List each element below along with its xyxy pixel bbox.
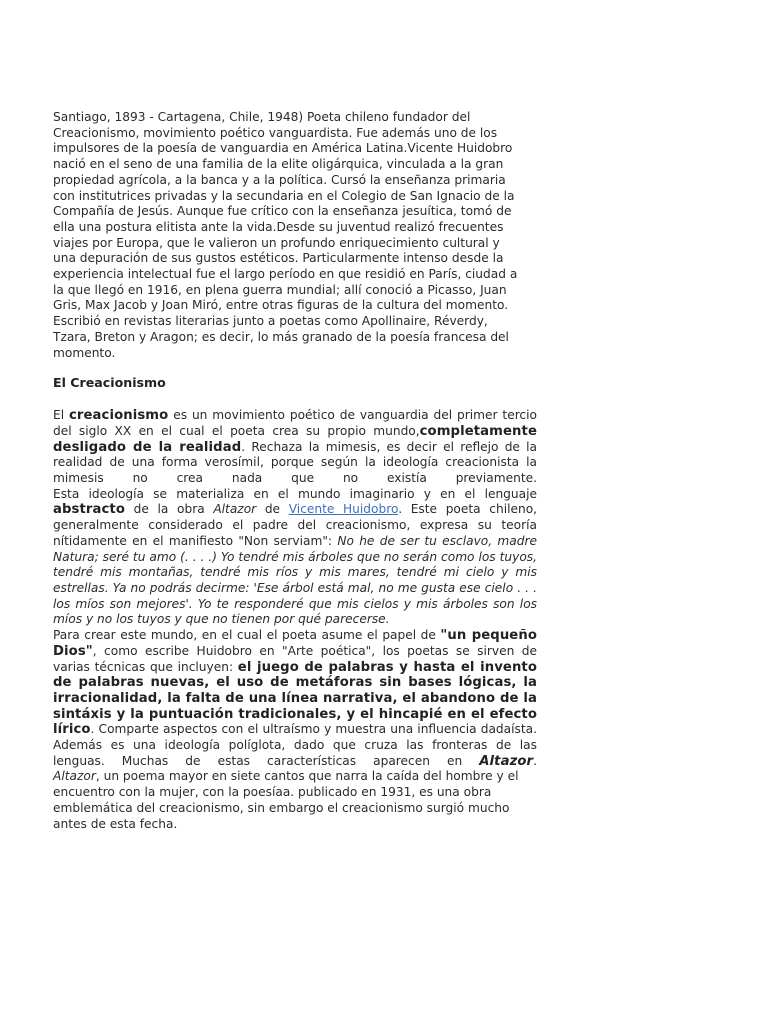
emphasis-pequeno-dios: "un pequeño Dios" bbox=[53, 628, 538, 659]
document-page bbox=[53, 110, 537, 832]
term-creacionismo: creacionismo bbox=[68, 408, 169, 424]
intro-line: Gris, Max Jacob y Joan Miró, entre otras figuras de la cultura del momento. bbox=[53, 298, 509, 313]
intro-line: la que llegó en 1916, en plena guerra mundial; allí conoció a Picasso, Juan bbox=[53, 282, 507, 297]
intro-line: Escribió en revistas literarias junto a poetas como Apollinaire, Réverdy, bbox=[53, 314, 488, 329]
emphasis-desligado: completamente desligado de la realidad bbox=[53, 423, 537, 455]
text-run: de la obra bbox=[124, 502, 214, 517]
manifesto-quote: No he de ser tu esclavo, madre Natura; seré tu amo (. . . .) Yo tendré mis árboles que no serán como los tuyos, tendré mis montañas, tendré mis ríos y mis mares, tendré mi cielo y mis estrellas. Ya no podrás decirme: 'Ese árbol está mal, no me gusta ese cielo . . . los míos son mejores'. Yo te responderé que mis cielos y mis árboles son los míos y no los tuyos y que no tienen por qué parecerse. bbox=[53, 533, 537, 627]
intro-line: nació en el seno de una familia de la elite oligárquica, vinculada a la gran bbox=[53, 157, 504, 172]
text-run: Esta ideología se materializa en el mundo imaginario y en el lenguaje bbox=[53, 486, 537, 501]
intro-line: Santiago, 1893 - Cartagena, Chile, 1948) Poeta chileno fundador del bbox=[53, 110, 471, 124]
techniques-list: el juego de palabras y hasta el invento de palabras nuevas, el uso de metáforas sin bases lógicas, la irracionalidad, la falta de una línea narrativa, el abandono de la sintáxis y la puntuación tradicionales, y el hincapié en el efecto lírico bbox=[53, 659, 537, 738]
intro-line: experiencia intelectual fue el largo período en que residió en París, ciudad a bbox=[53, 267, 518, 282]
intro-line: momento. bbox=[53, 345, 116, 360]
text-run: , como escribe Huidobro en "Arte poética", los poetas se sirven de varias técnicas que incluyen: bbox=[53, 643, 537, 674]
intro-line: con institutrices privadas y la secundaria en el Colegio de San Ignacio de la bbox=[53, 188, 515, 203]
work-title: Altazor bbox=[479, 753, 534, 769]
section-heading: El Creacionismo bbox=[53, 375, 166, 391]
intro-line: propiedad agrícola, a la banca y a la política. Cursó la enseñanza primaria bbox=[53, 172, 506, 187]
text-run: es un movimiento poético de vanguardia del primer tercio del siglo XX en el cual el poeta crea su propio mundo, bbox=[53, 408, 537, 438]
text-run: . bbox=[533, 753, 537, 768]
text-run: , un poema mayor en siete cantos que narra la caída del hombre y el encuentro con la mujer, con la poesíaa. bbox=[53, 769, 519, 800]
intro-line: una depuración de sus gustos estéticos. Particularmente intenso desde la bbox=[53, 251, 504, 266]
intro-line: ella una postura elitista ante la vida.Desde su juventud realizó frecuentes bbox=[53, 219, 504, 234]
intro-line: Creacionismo, movimiento poético vanguardista. Fue además uno de los bbox=[53, 125, 498, 140]
paragraph-techniques bbox=[53, 628, 537, 769]
work-title: Altazor bbox=[53, 769, 96, 784]
paragraph-altazor bbox=[53, 487, 537, 628]
intro-line: viajes por Europa, que le valieron un profundo enriquecimiento cultural y bbox=[53, 235, 500, 250]
text-run: . Comparte aspectos con el ultraísmo y muestra una influencia dadaísta. Además es una ideología políglota, dado que cruza las fronteras de las lenguas. Muchas de estas características aparecen en bbox=[53, 722, 537, 768]
term-abstracto: abstracto bbox=[53, 502, 125, 518]
vicente-huidobro-link[interactable]: Vicente Huidobro bbox=[288, 502, 399, 517]
article-body bbox=[53, 408, 537, 832]
paragraph-definition bbox=[53, 408, 537, 487]
intro-line: Compañía de Jesús. Aunque fue crítico con la enseñanza jesuítica, tomó de bbox=[53, 204, 512, 219]
intro-line: Tzara, Breton y Aragon; es decir, lo más granado de la poesía francesa del bbox=[53, 329, 509, 344]
biography-paragraph bbox=[53, 110, 537, 361]
work-title-bold bbox=[479, 754, 533, 769]
text-run: . Este poeta chileno, generalmente considerado el padre del creacionismo, expresa su teoría nítidamente en el manifiesto "Non serviam": bbox=[53, 502, 538, 548]
work-title: Altazor bbox=[213, 502, 257, 517]
intro-line: impulsores de la poesía de vanguardia en América Latina.Vicente Huidobro bbox=[53, 141, 513, 156]
paragraph-publication bbox=[53, 769, 537, 832]
text-run: . Rechaza la mimesis, es decir el reflejo de la realidad de una forma verosímil, porque según la ideología creacionista la mimesis no crea nada que no existía previamente. bbox=[53, 439, 537, 486]
text-run: Para crear este mundo, en el cual el poeta asume el papel de bbox=[53, 628, 441, 643]
text-run: publicado en 1931, es una obra emblemática del creacionismo, sin embargo el creacionismo surgió mucho antes de esta fecha. bbox=[53, 785, 510, 831]
text-run: de bbox=[256, 502, 289, 517]
text-run: El bbox=[53, 408, 69, 423]
